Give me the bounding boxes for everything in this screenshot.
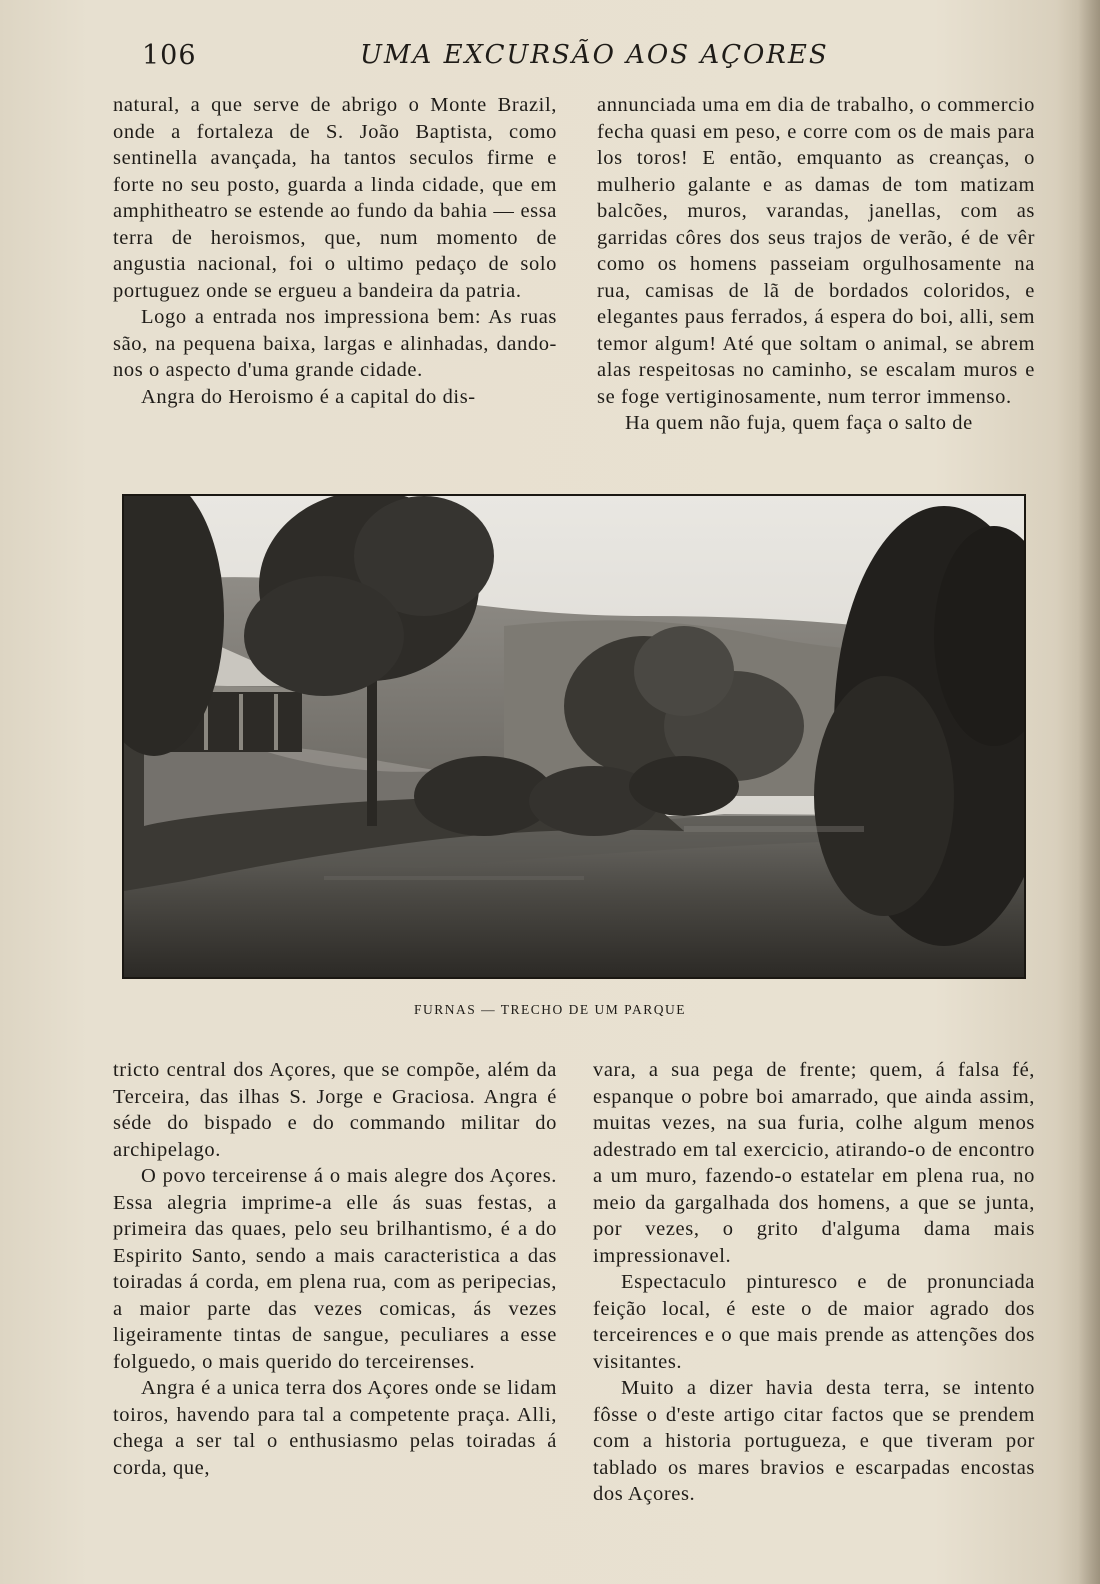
park-photograph	[122, 494, 1026, 979]
paragraph: Angra do Heroismo é a capital do dis-	[141, 385, 476, 408]
paragraph: natural, a que serve de abrigo o Monte Brazil, onde a fortaleza de S. João Baptista, como sentinella avançada, ha tantos seculos firme e forte no seu posto, guarda a linda cidade, que em amphitheatro se estende ao fundo da bahia — essa terra de heroismos, que, num momento de angustia nacional, foi o ultimo pedaço de solo portuguez onde se ergueu a bandeira da patria.	[113, 94, 557, 302]
page-number: 106	[142, 40, 197, 71]
park-photo-illustration	[124, 496, 1024, 977]
paragraph: Muito a dizer havia desta terra, se intento fôsse o d'este artigo citar factos que se prendem com a historia portugueza, e que tiveram por tablado os mares bravios e escarpadas encostas dos Açores.	[593, 1377, 1035, 1505]
column-bottom-right	[593, 1057, 1035, 1508]
paragraph: Angra é a unica terra dos Açores onde se lidam toiros, havendo para tal a competente praça. Alli, chega a ser tal o enthusiasmo pelas toiradas á corda, que,	[113, 1377, 557, 1479]
column-top-right	[597, 92, 1035, 437]
paragraph: Espectaculo pinturesco e de pronunciada feição local, é este o de maior agrado dos terceirences e o que mais prende as attenções dos visitantes.	[593, 1271, 1035, 1373]
paragraph: Logo a entrada nos impressiona bem: As ruas são, na pequena baixa, largas e alinhadas, dando-nos o aspecto d'uma grande cidade.	[113, 306, 557, 381]
paragraph: Ha quem não fuja, quem faça o salto de	[625, 412, 973, 434]
column-top-left	[113, 92, 557, 410]
paragraph: vara, a sua pega de frente; quem, á falsa fé, espanque o pobre boi amarrado, que ainda assim, muitas vezes, na sua furia, colhe algum menos adestrado em tal exercicio, atirando-o de encontro a um muro, fazendo-o estatelar em plena rua, no meio da gargalhada dos homens, a que se junta, por vezes, o grito d'alguma dama mais impressionavel.	[593, 1059, 1035, 1267]
paragraph: tricto central dos Açores, que se compõe, além da Terceira, das ilhas S. Jorge e Graciosa. Angra é séde do bispado e do commando militar do archipelago.	[113, 1059, 557, 1161]
paragraph: annunciada uma em dia de trabalho, o commercio fecha quasi em peso, e corre com os de mais para los toros! E então, emquanto as creanças, o mulherio galante e as damas de tom matizam balcões, muros, varandas, janellas, com as garridas côres dos seus trajos de verão, é de vêr como os homens passeiam orgulhosamente na rua, camisas de lã de bordados coloridos, e elegantes paus ferrados, á espera do boi, alli, sem temor algum! Até que soltam o animal, se abrem alas respeitosas no caminho, se escalam muros e se foge vertiginosamente, num terror immenso.	[597, 94, 1035, 408]
running-title: UMA EXCURSÃO AOS AÇORES	[360, 40, 829, 70]
page-edge-shadow	[1078, 0, 1100, 1584]
figure-caption: FURNAS — TRECHO DE UM PARQUE	[414, 1002, 686, 1017]
paragraph: O povo terceirense á o mais alegre dos Açores. Essa alegria imprime-a elle ás suas festas, a primeira das quaes, pelo seu brilhantismo, é a do Espirito Santo, sendo a mais caracteristica a das toiradas á corda, em plena rua, com as peripecias, a maior parte das vezes comicas, ás vezes ligeiramente tintas de sangue, peculiares a esse folguedo, o mais querido do terceirenses.	[113, 1165, 557, 1373]
column-bottom-left	[113, 1057, 557, 1481]
page-header	[0, 36, 1100, 76]
